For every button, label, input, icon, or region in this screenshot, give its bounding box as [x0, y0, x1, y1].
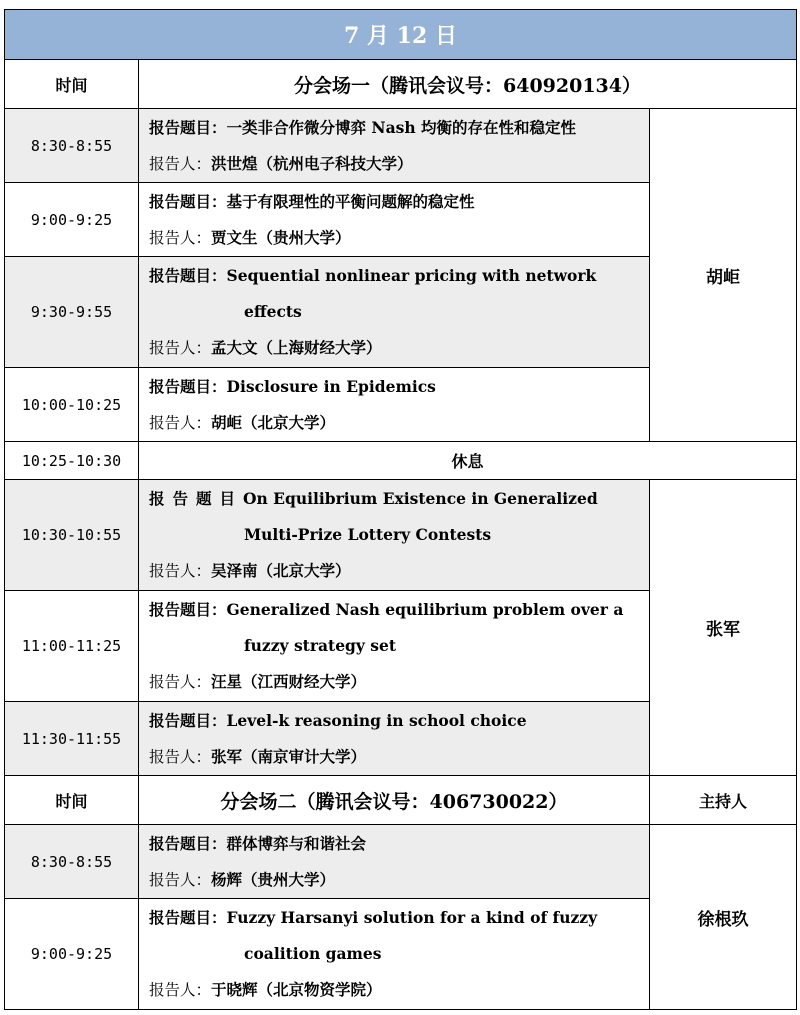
talk-time: 9:30-9:55	[5, 257, 139, 368]
table-row	[5, 825, 797, 899]
talk-speaker: 贾文生（贵州大学）	[211, 227, 351, 247]
title-label: 报告题目	[149, 490, 244, 508]
talk-title: 基于有限理性的平衡问题解的稳定性	[226, 191, 475, 211]
session2-header-row	[5, 776, 797, 825]
talk-cell	[139, 702, 650, 776]
talk-title: Fuzzy Harsanyi solution for a kind of fuzzy	[226, 908, 598, 927]
talk-time: 11:00-11:25	[5, 591, 139, 702]
break-time: 10:25-10:30	[5, 442, 139, 480]
date-title: 7 月 12 日	[5, 10, 797, 60]
time-header: 时间	[5, 776, 139, 825]
talk-speaker: 于晓辉（北京物资学院）	[211, 980, 382, 999]
speaker-label: 报告人：	[149, 562, 212, 580]
talk-speaker: 孟大文（上海财经大学）	[211, 338, 382, 357]
talk-title: 一类非合作微分博弈 Nash 均衡的存在性和稳定性	[226, 117, 577, 137]
speaker-label: 报告人：	[149, 981, 212, 999]
title-label: 报告题目：	[149, 909, 227, 927]
session1-header-row	[5, 60, 797, 109]
talk-time: 10:00-10:25	[5, 368, 139, 442]
talk-time: 10:30-10:55	[5, 480, 139, 591]
schedule-table	[4, 9, 797, 1010]
talk-title: Disclosure in Epidemics	[226, 376, 436, 396]
session1-host-a: 胡岠	[650, 109, 797, 442]
talk-speaker: 胡岠（北京大学）	[211, 412, 336, 432]
speaker-label: 报告人：	[149, 339, 212, 357]
title-label: 报告题目：	[149, 834, 227, 853]
talk-speaker: 吴泽南（北京大学）	[211, 561, 351, 580]
title-label: 报告题目：	[149, 711, 227, 730]
talk-speaker: 张军（南京审计大学）	[211, 746, 367, 766]
talk-cell	[139, 591, 650, 702]
talk-speaker: 洪世煌（杭州电子科技大学）	[211, 153, 413, 173]
talk-title: 群体博弈与和谐社会	[226, 833, 367, 853]
table-row	[5, 480, 797, 591]
talk-time: 8:30-8:55	[5, 825, 139, 899]
session2-host: 徐根玖	[650, 825, 797, 1010]
session2-title: 分会场二（腾讯会议号：406730022）	[139, 776, 650, 825]
talk-title: Generalized Nash equilibrium problem over a	[226, 600, 624, 619]
talk-title: Level-k reasoning in school choice	[226, 710, 527, 730]
talk-title-continued: coalition games	[244, 944, 382, 963]
talk-cell	[139, 109, 650, 183]
speaker-label: 报告人：	[149, 228, 212, 247]
title-label: 报告题目：	[149, 118, 227, 137]
talk-time: 8:30-8:55	[5, 109, 139, 183]
speaker-label: 报告人：	[149, 154, 212, 173]
session1-title: 分会场一（腾讯会议号：640920134）	[139, 60, 797, 109]
talk-speaker: 杨辉（贵州大学）	[211, 869, 336, 889]
talk-cell	[139, 368, 650, 442]
talk-title: Sequential nonlinear pricing with network	[226, 266, 597, 285]
date-row	[5, 10, 797, 60]
speaker-label: 报告人：	[149, 747, 212, 766]
talk-cell	[139, 480, 650, 591]
title-label: 报告题目：	[149, 377, 227, 396]
session1-host-b: 张军	[650, 480, 797, 776]
talk-time: 11:30-11:55	[5, 702, 139, 776]
talk-title-continued: effects	[244, 302, 302, 321]
break-label: 休息	[139, 442, 797, 480]
title-label: 报告题目：	[149, 267, 227, 285]
talk-title-continued: Multi-Prize Lottery Contests	[244, 525, 492, 544]
time-header: 时间	[5, 60, 139, 109]
talk-cell	[139, 257, 650, 368]
talk-cell	[139, 899, 650, 1010]
talk-cell	[139, 825, 650, 899]
host-header: 主持人	[650, 776, 797, 825]
title-label: 报告题目：	[149, 192, 227, 211]
schedule-page	[4, 9, 796, 1010]
talk-title: On Equilibrium Existence in Generalized	[243, 489, 598, 508]
talk-time: 9:00-9:25	[5, 183, 139, 257]
break-row	[5, 442, 797, 480]
talk-title-continued: fuzzy strategy set	[244, 636, 397, 655]
title-label: 报告题目：	[149, 601, 227, 619]
talk-cell	[139, 183, 650, 257]
speaker-label: 报告人：	[149, 413, 212, 432]
speaker-label: 报告人：	[149, 870, 212, 889]
table-row	[5, 109, 797, 183]
speaker-label: 报告人：	[149, 673, 212, 691]
talk-time: 9:00-9:25	[5, 899, 139, 1010]
talk-speaker: 汪星（江西财经大学）	[211, 672, 367, 691]
